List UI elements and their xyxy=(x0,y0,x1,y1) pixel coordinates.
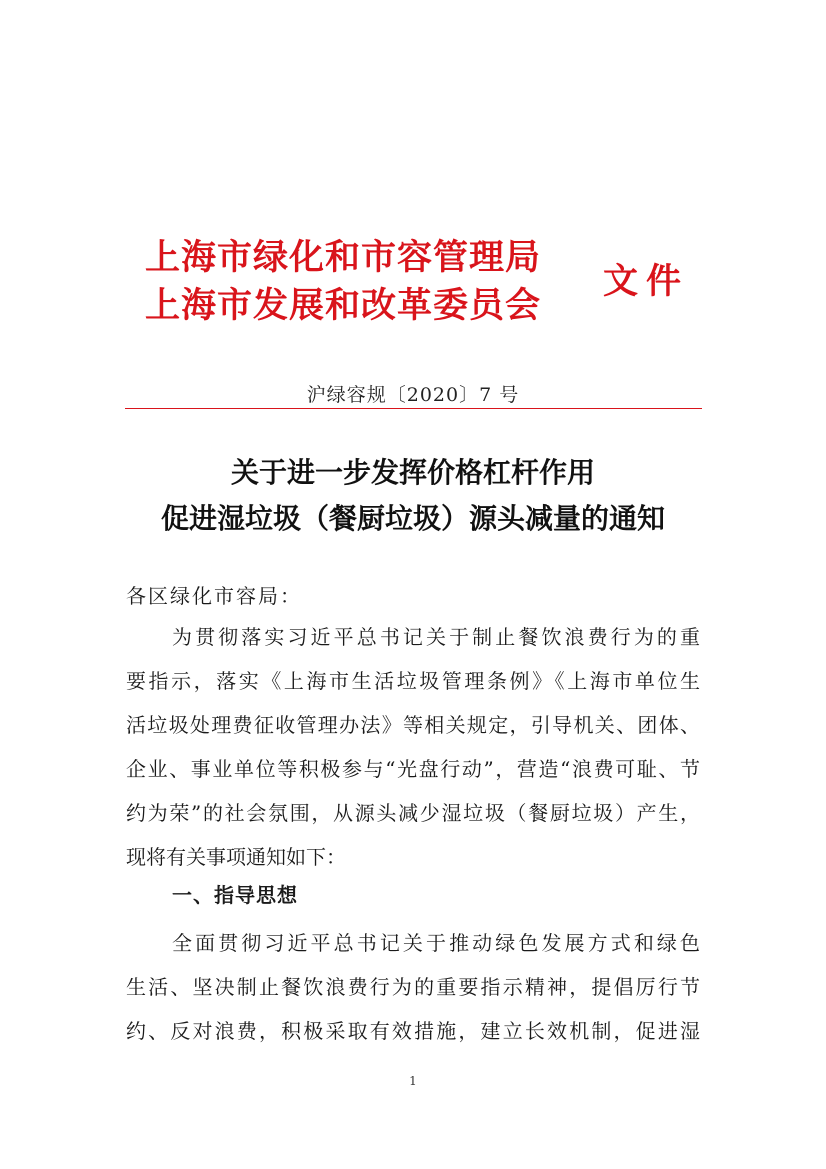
intro-paragraph-line: 活垃圾处理费征收管理办法》等相关规定，引导机关、团体、 xyxy=(126,713,700,737)
intro-paragraph-line: 现将有关事项通知如下： xyxy=(126,845,346,869)
issuer-name-greening-bureau: 上海市绿化和市容管理局 xyxy=(145,237,542,278)
document-title-line-2: 促进湿垃圾（餐厨垃圾）源头减量的通知 xyxy=(160,502,665,535)
section-1-paragraph-line: 生活、坚决制止餐饮浪费行为的重要指示精神，提倡厉行节 xyxy=(126,975,700,999)
intro-paragraph-line: 为贯彻落实习近平总书记关于制止餐饮浪费行为的重 xyxy=(172,625,700,649)
document-title-line-1: 关于进一步发挥价格杠杆作用 xyxy=(230,456,595,489)
intro-paragraph-line: 约为荣”的社会氛围，从源头减少湿垃圾（餐厨垃圾）产生， xyxy=(126,801,700,825)
issuer-name-development-commission: 上海市发展和改革委员会 xyxy=(145,285,542,326)
page-number: 1 xyxy=(409,1074,417,1088)
document-number: 沪绿容规〔2020〕7 号 xyxy=(306,384,520,406)
red-divider-line xyxy=(125,408,702,409)
intro-paragraph-line: 要指示，落实《上海市生活垃圾管理条例》《上海市单位生 xyxy=(126,669,700,693)
section-heading-guiding-ideology: 一、指导思想 xyxy=(172,883,298,907)
document-type-label: 文件 xyxy=(603,261,690,302)
salutation: 各区绿化市容局： xyxy=(126,584,302,608)
section-1-paragraph-line: 全面贯彻习近平总书记关于推动绿色发展方式和绿色 xyxy=(172,931,700,955)
document-header xyxy=(145,236,705,336)
intro-paragraph-line: 企业、事业单位等积极参与“光盘行动”，营造“浪费可耻、节 xyxy=(126,757,700,781)
section-1-paragraph-line: 约、反对浪费，积极采取有效措施，建立长效机制，促进湿 xyxy=(126,1019,700,1043)
